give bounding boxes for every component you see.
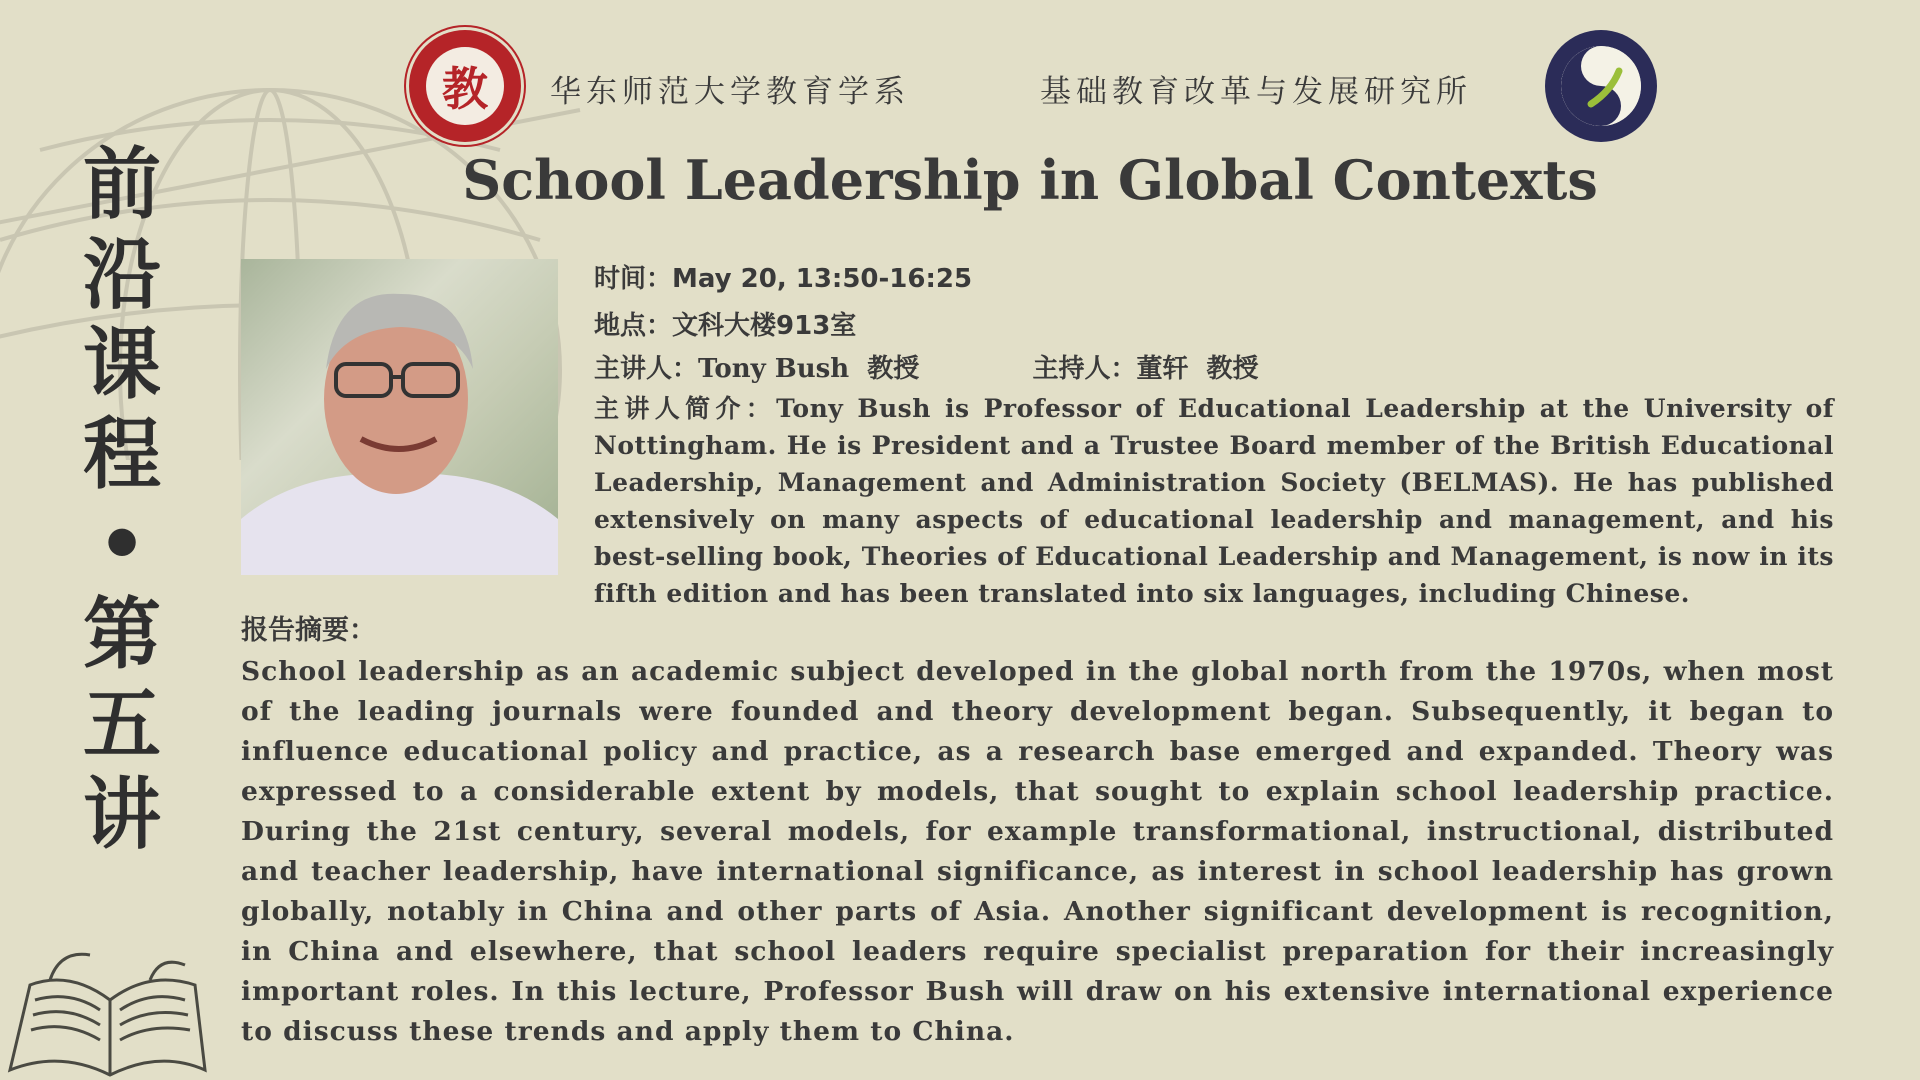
speaker-value: Tony Bush 教授	[698, 354, 920, 384]
lecture-title: School Leadership in Global Contexts	[462, 148, 1598, 212]
department-logo-glyph: 教	[442, 62, 488, 116]
speaker-photo	[241, 259, 558, 575]
place-row	[594, 305, 1834, 342]
abstract-text: School leadership as an academic subject developed in the global north from the 1970s, when most of the leading journals were founded and theory development began. Subsequently, it began to influence educational policy and practice, as a research base emerged and expanded. Theory was expressed to a considerable extent by models, that sought to explain school leadership practice. During the 21st century, several models, for example transformational, instructional, distributed and teacher leadership, have international significance, as interest in school leadership has grown globally, notably in China and other parts of Asia. Another significant development is recognition, in China and elsewhere, that school leaders require specialist preparation for their increasingly important roles. In this lecture, Professor Bush will draw on his extensive international experience to discuss these trends and apply them to China.	[241, 656, 1834, 1047]
department-name: 华东师范大学教育学系	[550, 74, 910, 110]
vertical-char: •	[97, 499, 147, 590]
bio-label: 主讲人简介：	[594, 394, 777, 423]
institute-logo-mark	[1561, 46, 1641, 126]
institute-logo	[1545, 30, 1657, 142]
place-value: 文科大楼913室	[672, 311, 857, 341]
vertical-char: 程	[82, 409, 161, 500]
place-label: 地点：	[594, 311, 673, 341]
time-row	[594, 258, 1834, 295]
institute-name: 基础教育改革与发展研究所	[1040, 74, 1472, 110]
vertical-char: 五	[82, 679, 161, 770]
speaker-bio	[594, 390, 1834, 612]
vertical-char: 前	[82, 139, 161, 230]
time-value: May 20, 13:50-16:25	[672, 264, 973, 294]
book-icon	[0, 945, 215, 1080]
abstract-label: 报告摘要：	[241, 615, 376, 646]
host-label: 主持人：	[1032, 354, 1137, 384]
vertical-char: 课	[82, 319, 161, 410]
vertical-char: 沿	[82, 229, 161, 320]
vertical-series-title	[62, 140, 182, 860]
speaker-host-row	[594, 348, 1834, 385]
speaker-label: 主讲人：	[594, 354, 699, 384]
bio-text: Tony Bush is Professor of Educational Leadership at the University of Nottingham. He is President and a Trustee Board member of the British Educational Leadership, Management and Administration Society (BELMAS). He has published extensively on many aspects of educational leadership and management, and his best-selling book, Theories of Educational Leadership and Management, is now in its fifth edition and has been translated into six languages, including Chinese.	[594, 394, 1834, 608]
time-label: 时间：	[594, 264, 673, 294]
vertical-char: 讲	[82, 769, 161, 860]
vertical-char: 第	[82, 589, 161, 680]
department-logo	[409, 30, 521, 142]
host-value: 董轩 教授	[1136, 354, 1259, 384]
